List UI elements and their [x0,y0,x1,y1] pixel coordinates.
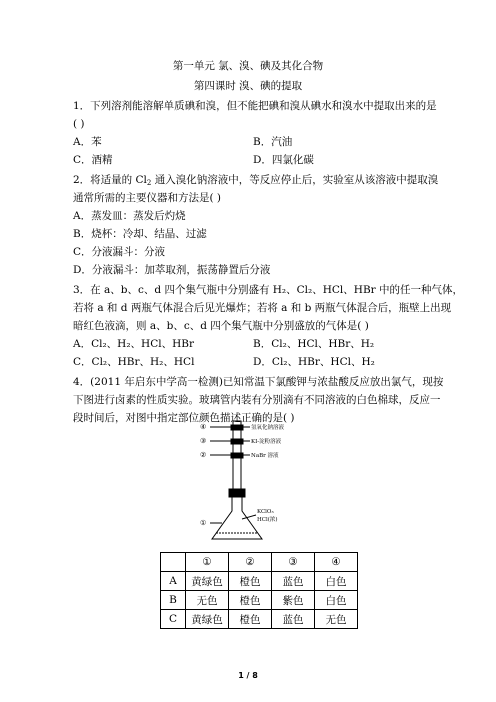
table-cell: 紫色 [272,591,315,610]
stopper [229,489,245,497]
table-cell: 橙色 [229,610,272,629]
label-1: ① [200,519,207,527]
q2-option-c: C．分液漏斗：分液 [73,246,166,258]
table-cell: ① [186,553,229,572]
q3-stem-line1: 3．在 a、b、c、d 四个集气瓶中分别盛有 H₂、Cl₂、HCl、HBr 中的任一种气体， [73,284,464,296]
table-row [161,591,358,610]
table-row [161,572,358,591]
q1-option-c: C．酒精 [73,154,113,166]
q4-stem-line3: 段时间后，对图中指定部位颜色描述正确的是( ) [73,412,295,424]
page-title: 第一单元 氯、溴、碘及其化合物 [172,60,324,72]
q2-option-b: B．烧杯：冷却、结晶、过滤 [73,228,207,240]
q4-stem-line2: 下图进行卤素的性质实验。玻璃管内装有分别滴有不同溶液的白色棉球，反应一 [73,394,441,406]
cotton-ball-3 [231,439,243,444]
table-cell [161,553,186,572]
table-cell: 黄绿色 [186,610,229,629]
page-number: 1 / 8 [238,671,258,680]
solution-nabr: NaBr 溶液 [251,453,279,459]
q1-option-a: A．苯 [73,136,102,148]
label-2: ② [200,451,207,459]
table-cell: ② [229,553,272,572]
table-cell: 橙色 [229,572,272,591]
reagent-hcl: HCl(浓) [257,517,278,523]
q3-option-c: C．Cl₂、HBr、H₂、HCl [73,356,195,368]
solution-ki-starch: KI-淀粉溶液 [251,439,282,445]
q3-stem-line2: 若将 a 和 d 两瓶气体混合后见光爆炸；若将 a 和 b 两瓶气体混合后，瓶壁上出现 [73,302,452,314]
q3-option-a: A．Cl₂、H₂、HCl、HBr [73,338,194,350]
q1-stem-line2: ( ) [73,118,85,130]
solution-naoh: 氢氧化钠溶液 [251,425,285,431]
q2-option-a: A．蒸发皿：蒸发后灼烧 [73,210,186,222]
cotton-ball-2 [231,453,243,458]
q3-option-d: D．Cl₂、HBr、HCl、H₂ [253,356,375,368]
q2-stem-line2: 通常所需的主要仪器和方法是( ) [73,192,222,204]
q1-stem-line1: 1．下列溶剂能溶解单质碘和溴，但不能把碘和溴从碘水和溴水中提取出来的是 [73,100,437,112]
table-cell: 白色 [315,572,358,591]
q3-option-b: B．Cl₂、HCl、HBr、H₂ [253,338,375,350]
page-subtitle: 第四课时 溴、碘的提取 [193,80,303,92]
q2-stem-line1: 2．将适量的 $Cl_2$ 通入溴化钠溶液中，等反应停止后，实验室从该溶液中提取溴 [73,174,439,187]
table-cell: A [161,572,186,591]
table-cell: 橙色 [229,591,272,610]
q2-option-d: D．分液漏斗：加萃取剂，振荡静置后分液 [73,264,271,276]
table-cell: 黄绿色 [186,572,229,591]
table-cell: 白色 [315,591,358,610]
q3-stem-line3: 暗红色液滴，则 a、b、c、d 四个集气瓶中分别盛放的气体是( ) [73,320,369,332]
apparatus-figure [198,417,308,547]
table-cell: 无色 [186,591,229,610]
answer-table [160,552,358,629]
table-header-row [161,553,358,572]
table-cell: ④ [315,553,358,572]
q1-option-b: B．汽油 [253,136,293,148]
q4-stem-line1: 4．(2011 年启东中学高一检测)已知常温下氯酸钾与浓盐酸反应放出氯气，现按 [73,376,444,388]
label-3: ③ [200,437,207,445]
q1-option-d: D．四氯化碳 [253,154,314,166]
reagent-kclo3: KClO₃ [257,509,274,515]
table-row [161,610,358,629]
table-cell: 蓝色 [272,572,315,591]
table-cell: 蓝色 [272,610,315,629]
cotton-ball-4 [231,425,243,430]
table-cell: 无色 [315,610,358,629]
table-cell: ③ [272,553,315,572]
label-4: ④ [200,423,207,431]
table-cell: C [161,610,186,629]
table-cell: B [161,591,186,610]
